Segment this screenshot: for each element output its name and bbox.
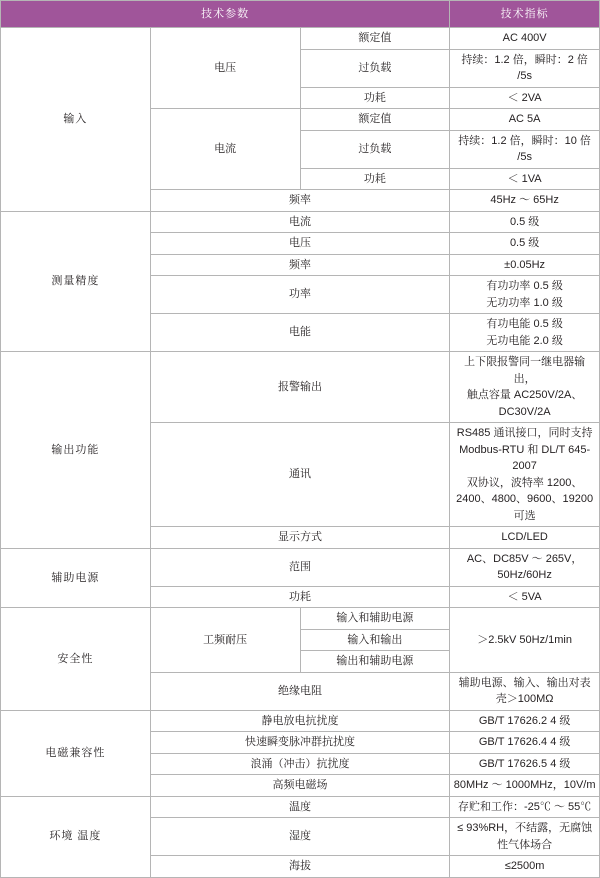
row-value: 存贮和工作：-25℃ ～ 55℃ [450,796,600,818]
row-value: GB/T 17626.4 4 级 [450,732,600,754]
section-name-line: 环境 [49,830,74,843]
row-value: 持续：1.2 倍，瞬时：10 倍 /5s [450,130,600,168]
section-name-auxiliary-power: 辅助电源 [1,548,151,608]
row-label: 湿度 [150,818,450,856]
row-label: 额定值 [300,109,450,131]
row-value [450,423,600,527]
section-name-emc: 电磁兼容性 [1,710,151,796]
row-label: 电压 [150,233,450,255]
row-label: 频率 [150,254,450,276]
row-value: 辅助电源、输入、输出对表壳＞100MΩ [450,672,600,710]
row-value [450,276,600,314]
row-value: LCD/LED [450,527,600,549]
row-value-line: RS485 通讯接口，同时支持 Modbus-RTU 和 DL/T 645-2007 [456,427,593,472]
row-label: 功耗 [300,168,450,190]
row-value: GB/T 17626.2 4 级 [450,710,600,732]
row-value: 持续：1.2 倍，瞬时：2 倍 /5s [450,49,600,87]
table-row [1,710,600,732]
row-label: 电能 [150,314,450,352]
row-label: 温度 [150,796,450,818]
row-value-line: 无功功率 1.0 级 [486,296,563,309]
group-name-voltage: 电压 [150,28,300,109]
row-value: ±0.05Hz [450,254,600,276]
row-label: 频率 [150,190,450,212]
row-label: 过负载 [300,130,450,168]
row-value: ≤ 93%RH，不结露，无腐蚀性气体场合 [450,818,600,856]
table-header-row [1,1,600,28]
row-value: ＜ 2VA [450,87,600,109]
row-label: 输出和辅助电源 [300,651,450,673]
row-value: ＞2.5kV 50Hz/1min [450,608,600,673]
row-value-line: 触点容量 AC250V/2A、DC30V/2A [466,389,583,418]
table-row [1,211,600,233]
row-label: 快速瞬变脉冲群抗扰度 [150,732,450,754]
table-row [1,796,600,818]
row-label: 额定值 [300,28,450,50]
row-value-line: 有功电能 0.5 级 [486,318,563,330]
row-value: AC、DC85V ～ 265V，50Hz/60Hz [450,548,600,586]
row-label: 绝缘电阻 [150,672,450,710]
row-label: 显示方式 [150,527,450,549]
row-value: 80MHz ～ 1000MHz，10V/m [450,775,600,797]
row-value: AC 400V [450,28,600,50]
row-value-line: 双协议，波特率 1200、2400、4800、9600、19200 可选 [456,476,594,522]
section-name-line: 温度 [77,830,102,843]
header-technical-index: 技术指标 [450,1,600,28]
row-label: 过负载 [300,49,450,87]
row-value [450,314,600,352]
row-label: 功耗 [150,586,450,608]
table-row [1,28,600,50]
section-name-measurement-accuracy: 测量精度 [1,211,151,352]
section-name-environment-temperature [1,796,151,877]
row-label: 输入和辅助电源 [300,608,450,630]
section-name-safety: 安全性 [1,608,151,711]
row-label: 海拔 [150,856,450,878]
row-label: 功率 [150,276,450,314]
row-value: ＜ 5VA [450,586,600,608]
row-value: AC 5A [450,109,600,131]
table-row [1,352,600,423]
header-technical-parameter: 技术参数 [1,1,450,28]
row-value: 45Hz ～ 65Hz [450,190,600,212]
row-label: 通讯 [150,423,450,527]
section-name-input: 输入 [1,28,151,212]
row-value-line: 无功电能 2.0 级 [486,334,563,347]
row-value: 0.5 级 [450,233,600,255]
row-label: 范围 [150,548,450,586]
row-value: ≤2500m [450,856,600,878]
row-label: 电流 [150,211,450,233]
row-label: 高频电磁场 [150,775,450,797]
row-value: ＜ 1VA [450,168,600,190]
table-row [1,548,600,586]
row-label: 报警输出 [150,352,450,423]
row-label: 功耗 [300,87,450,109]
section-name-output-function: 输出功能 [1,352,151,549]
row-label: 静电放电抗扰度 [150,710,450,732]
group-name-current: 电流 [150,109,300,190]
group-name-power-frequency-withstand-voltage: 工频耐压 [150,608,300,673]
row-label: 浪涌（冲击）抗扰度 [150,753,450,775]
row-value-line: 上下限报警同一继电器输出， [464,356,586,385]
row-value: 0.5 级 [450,211,600,233]
row-value [450,352,600,423]
row-value: GB/T 17626.5 4 级 [450,753,600,775]
row-value-line: 有功功率 0.5 级 [486,280,563,292]
table-row [1,608,600,630]
row-label: 输入和输出 [300,629,450,651]
